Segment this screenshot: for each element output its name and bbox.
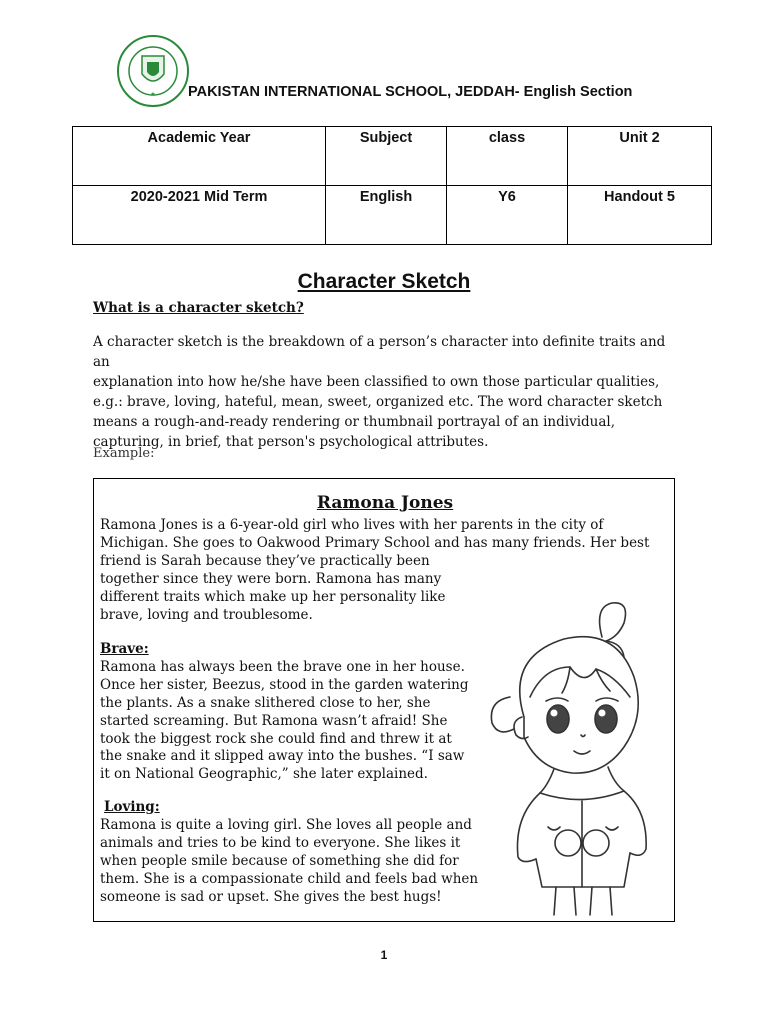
- example-label: Example:: [93, 446, 155, 461]
- loving-section: [100, 799, 478, 906]
- loving-line: Ramona is quite a loving girl. She loves all people and: [100, 816, 472, 833]
- intro-line: explanation into how he/she have been classified to own those particular qualities,: [93, 374, 660, 390]
- brave-heading: Brave:: [100, 641, 149, 657]
- example-name: Ramona Jones: [316, 493, 454, 513]
- example-intro-line: together since they were born. Ramona has many: [100, 570, 442, 587]
- loving-heading: Loving:: [104, 799, 160, 815]
- girl-illustration: [484, 597, 669, 919]
- intro-paragraph: [93, 332, 683, 452]
- header-class: class: [447, 127, 568, 186]
- page-title: Character Sketch: [297, 270, 471, 293]
- brave-line: it on National Geographic,” she later explained.: [100, 766, 428, 783]
- value-subject: English: [326, 186, 447, 245]
- svg-text:★: ★: [150, 91, 156, 98]
- example-box: [93, 478, 675, 922]
- brave-line: the snake and it slipped away into the bushes. “I saw: [100, 748, 465, 765]
- example-intro-line: different traits which make up her personality like: [100, 588, 446, 605]
- school-title: PAKISTAN INTERNATIONAL SCHOOL, JEDDAH- English Section: [188, 84, 633, 100]
- intro-line: means a rough-and-ready rendering or thumbnail portrayal of an individual,: [93, 414, 616, 430]
- brave-line: started screaming. But Ramona wasn’t afraid! She: [100, 712, 448, 729]
- header-subject: Subject: [326, 127, 447, 186]
- loving-line: animals and tries to be kind to everyone. She likes it: [100, 834, 461, 851]
- value-academic-year: 2020-2021 Mid Term: [73, 186, 326, 245]
- brave-line: Ramona has always been the brave one in her house.: [100, 658, 465, 675]
- school-logo: [116, 34, 190, 108]
- loving-line: someone is sad or upset. She gives the best hugs!: [100, 888, 442, 905]
- question-heading: What is a character sketch?: [93, 300, 304, 316]
- brave-section: [100, 641, 469, 784]
- example-intro-line: Michigan. She goes to Oakwood Primary School and has many friends. Her best: [100, 534, 650, 551]
- example-intro-line: Ramona Jones is a 6-year-old girl who lives with her parents in the city of: [100, 517, 604, 533]
- intro-line: e.g.: brave, loving, hateful, mean, sweet, organized etc. The word character sketch: [93, 394, 663, 410]
- page-number: 1: [380, 948, 388, 962]
- example-intro-line: brave, loving and troublesome.: [100, 606, 313, 623]
- value-unit: Handout 5: [568, 186, 712, 245]
- intro-line: capturing, in brief, that person's psychological attributes.: [93, 434, 489, 450]
- header-unit: Unit 2: [568, 127, 712, 186]
- example-intro-line: friend is Sarah because they’ve practically been: [100, 552, 430, 569]
- info-table: [72, 126, 712, 245]
- intro-line: A character sketch is the breakdown of a person’s character into definite traits and an: [93, 334, 666, 370]
- table-row: [73, 127, 712, 186]
- brave-line: took the biggest rock she could find and threw it at: [100, 730, 452, 747]
- brave-line: the plants. As a snake slithered close to her, she: [100, 694, 431, 711]
- loving-line: when people smile because of something she did for: [100, 852, 459, 869]
- value-class: Y6: [447, 186, 568, 245]
- brave-line: Once her sister, Beezus, stood in the garden watering: [100, 676, 469, 693]
- table-row: [73, 186, 712, 245]
- header-academic-year: Academic Year: [73, 127, 326, 186]
- loving-line: them. She is a compassionate child and feels bad when: [100, 870, 479, 887]
